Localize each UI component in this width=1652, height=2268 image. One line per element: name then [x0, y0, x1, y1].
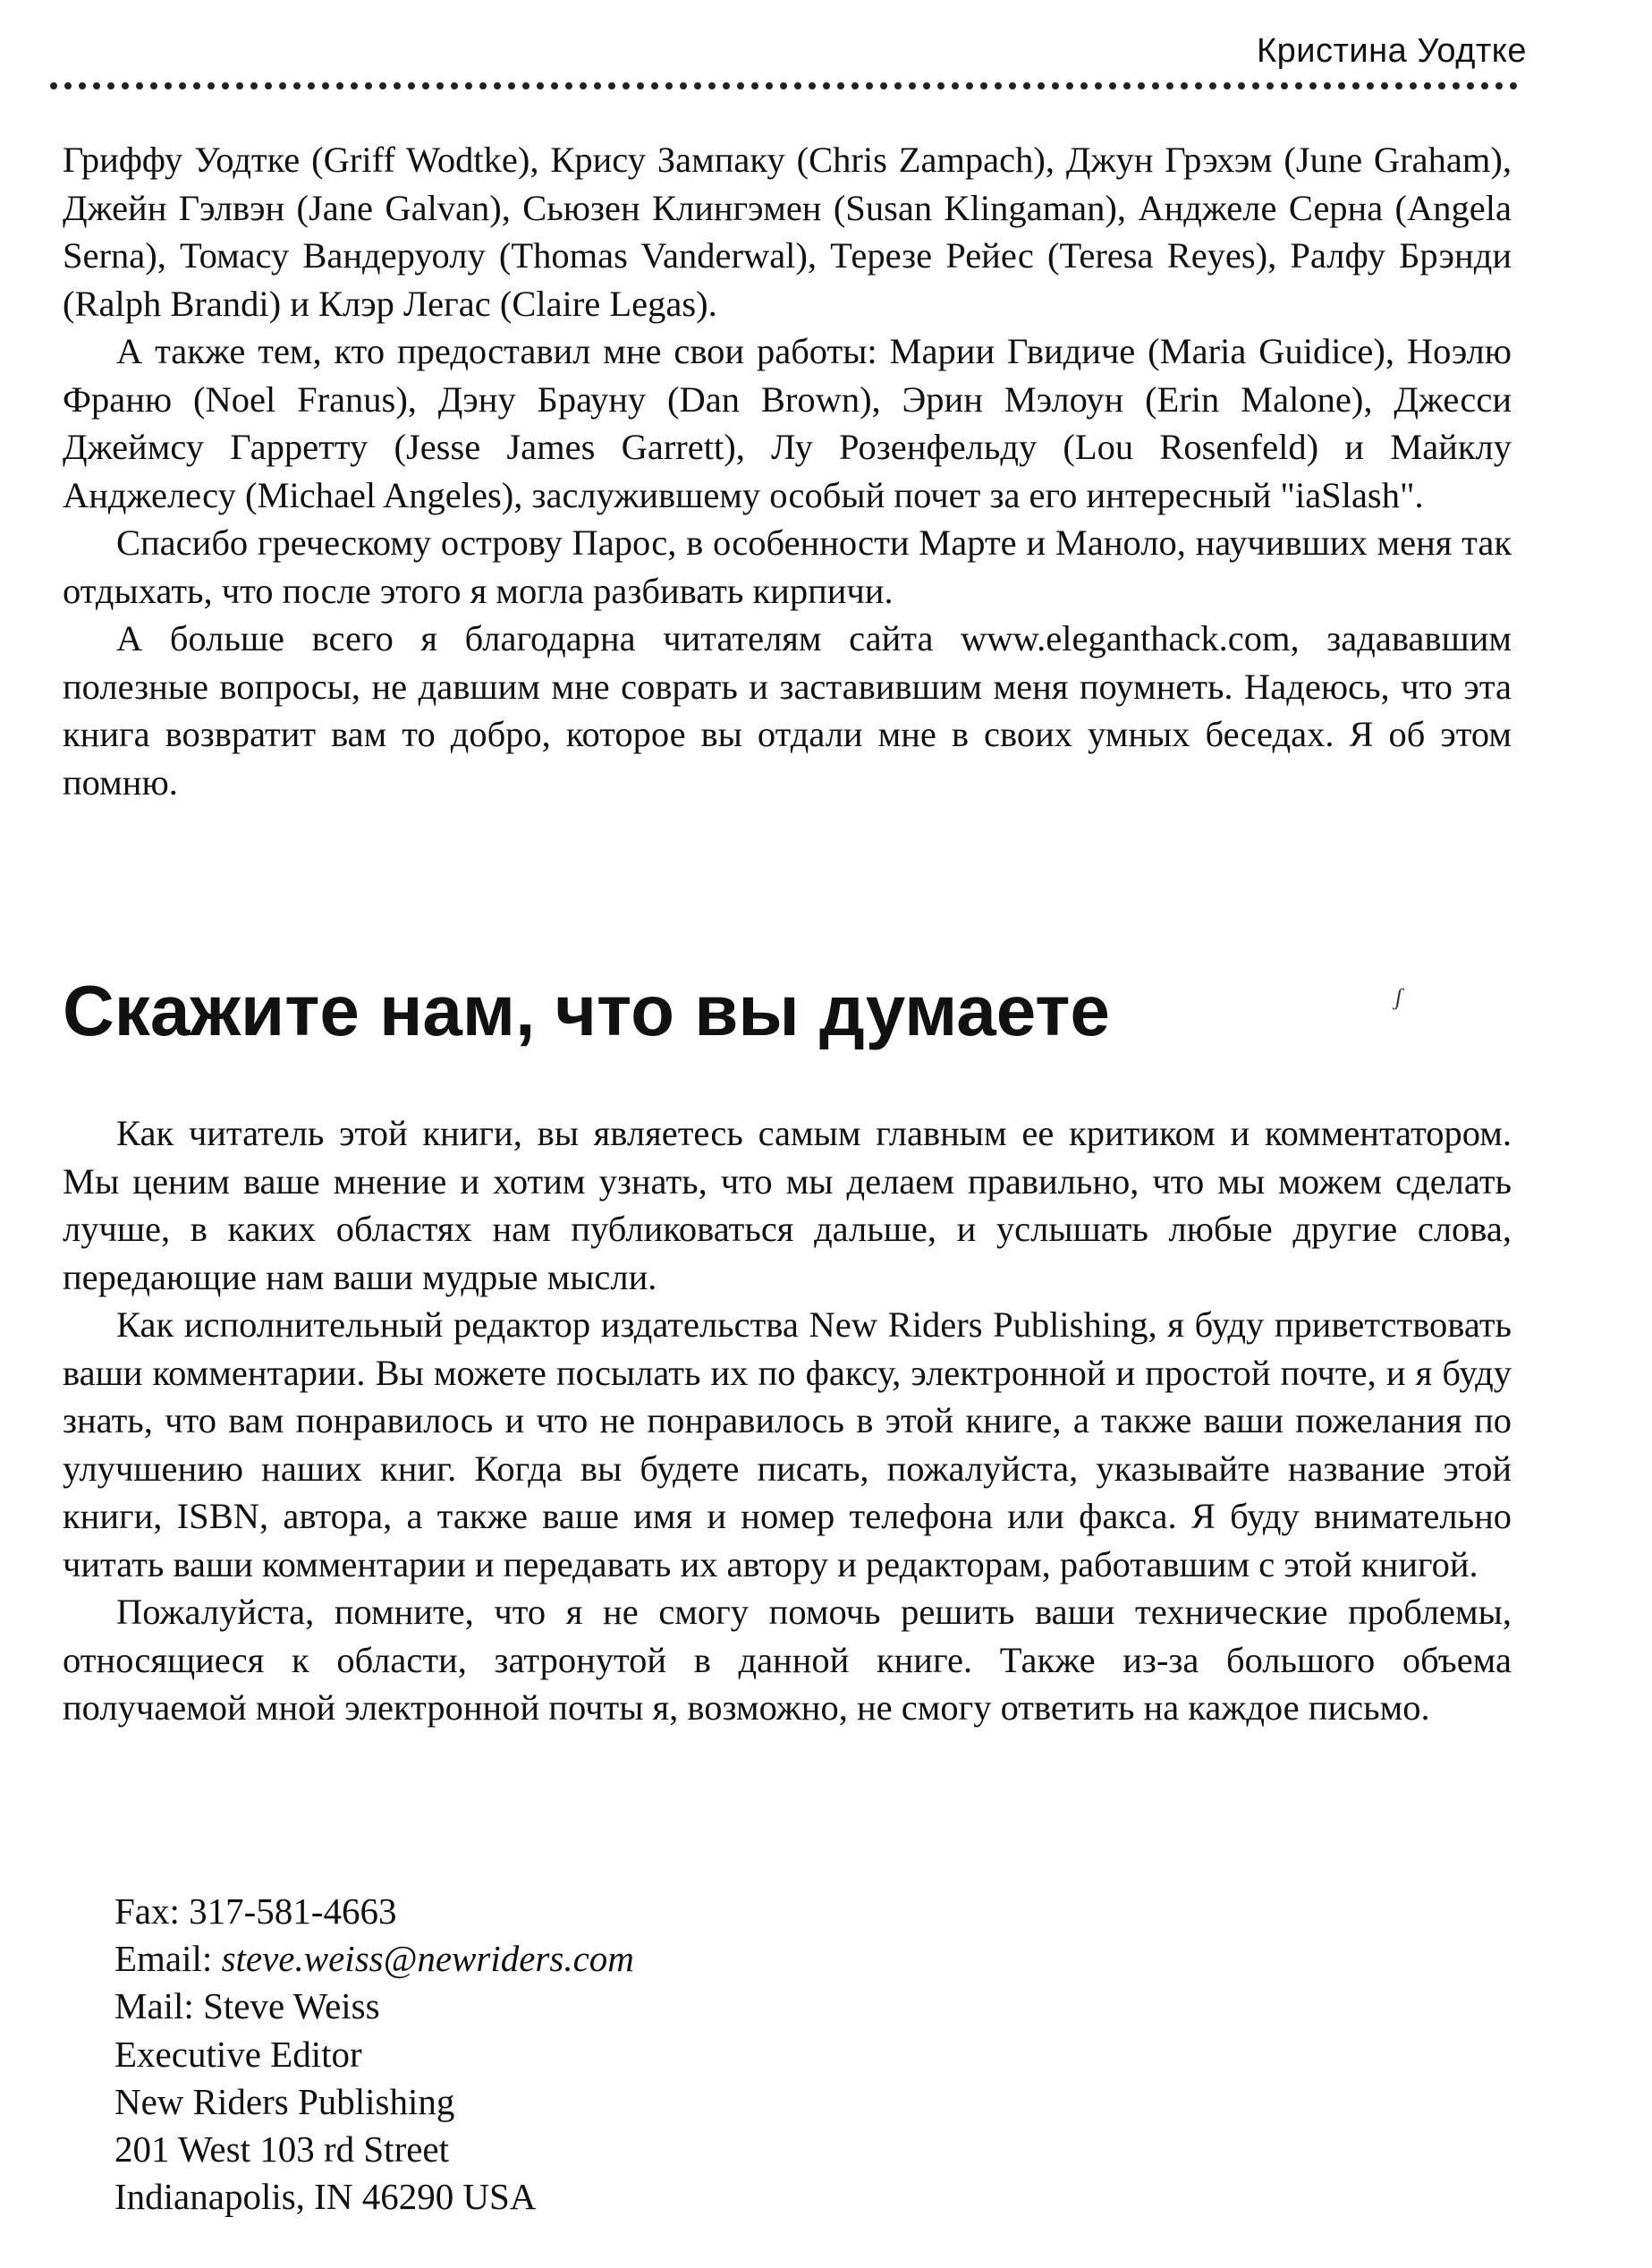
mail-line — [114, 1983, 634, 2030]
contact-city: Indianapolis, IN 46290 USA — [114, 2176, 537, 2218]
acknowledgement-paragraph: Гриффу Уодтке (Griff Wodtke), Крису Зампаку (Chris Zampach), Джун Грэхэм (June Graham), Джейн Гэлвэн (Jane Galvan), Сьюзен Клингэмен (Susan Klingaman), Анджеле Серна (Angela Serna), Томасу Вандеруолу (Thomas Vanderwal), Терезе Рейес (Teresa Reyes), Ралфу Брэнди (Ralph Brandi) и Клэр Легас (Claire Legas). — [63, 140, 1512, 324]
dotted-divider — [50, 82, 1518, 89]
contact-name: Steve Weiss — [203, 1985, 380, 2027]
feedback-paragraph: Как исполнительный редактор издательства New Riders Publishing, я буду приветствовать ваши комментарии. Вы можете посылать их по факсу, электронной и простой почте, и я буду знать, что вам понравилось и что не понравилось в этой книге, а также ваши пожелания по улучшению наших книг. Когда вы будете писать, пожалуйста, указывайте название этой книги, ISBN, автора, а также ваше имя и номер телефона или факса. Я буду внимательно читать ваши комментарии и передавать их автору и редакторам, работавшим с этой книгой. — [63, 1304, 1512, 1584]
acknowledgement-paragraph: А также тем, кто предоставил мне свои работы: Марии Гвидиче (Maria Guidice), Ноэлю Франю (Noel Franus), Дэну Брауну (Dan Brown), Эрин Мэлоун (Erin Malone), Джесси Джеймсу Гарретту (Jesse James Garrett), Лу Розенфельду (Lou Rosenfeld) и Майклу Анджелесу (Michael Angeles), заслужившему особый почет за его интересный "iaSlash". — [63, 331, 1512, 515]
acknowledgement-paragraph: А больше всего я благодарна читателям сайта www.eleganthack.com, задававшим полезные вопросы, не давшим мне соврать и заставившим меня поумнеть. Надеюсь, что эта книга возвратит вам то добро, которое вы отдали мне в своих умных беседах. Я об этом помню. — [63, 618, 1512, 803]
feedback-paragraph: Пожалуйста, помните, что я не смогу помочь решить ваши технические проблемы, относящиеся к области, затронутой в данной книге. Также из-за большого объема получаемой мной электронной почты я, возможно, не смогу ответить на каждое письмо. — [63, 1592, 1512, 1728]
contact-block — [114, 1888, 634, 2221]
stray-mark: ʃ — [1395, 984, 1402, 1010]
fax-number: 317-581-4663 — [189, 1890, 397, 1932]
acknowledgement-paragraph: Спасибо греческому острову Парос, в особенности Марте и Маноло, научивших меня так отдыхать, что после этого я могла разбивать кирпичи. — [63, 522, 1512, 611]
contact-street: 201 West 103 rd Street — [114, 2128, 450, 2170]
feedback-section — [63, 1109, 1512, 1732]
mail-label: Mail: — [114, 1985, 204, 2027]
email-line — [114, 1935, 634, 1983]
email-label: Email: — [114, 1938, 222, 1980]
section-title: Скажите нам, что вы думаете — [63, 971, 1110, 1050]
fax-label: Fax: — [114, 1890, 190, 1932]
email-address: steve.weiss@newriders.com — [221, 1938, 634, 1980]
contact-company: New Riders Publishing — [114, 2080, 455, 2122]
fax-line — [114, 1888, 634, 1935]
feedback-paragraph: Как читатель этой книги, вы являетесь самым главным ее критиком и комментатором. Мы ценим ваше мнение и хотим узнать, что мы делаем правильно, что мы можем сделать лучше, в каких областях нам публиковаться дальше, и услышать любые другие слова, передающие нам ваши мудрые мысли. — [63, 1113, 1512, 1297]
contact-position: Executive Editor — [114, 2033, 362, 2075]
acknowledgements-section — [63, 136, 1512, 806]
running-head: Кристина Уодтке — [1257, 32, 1527, 70]
